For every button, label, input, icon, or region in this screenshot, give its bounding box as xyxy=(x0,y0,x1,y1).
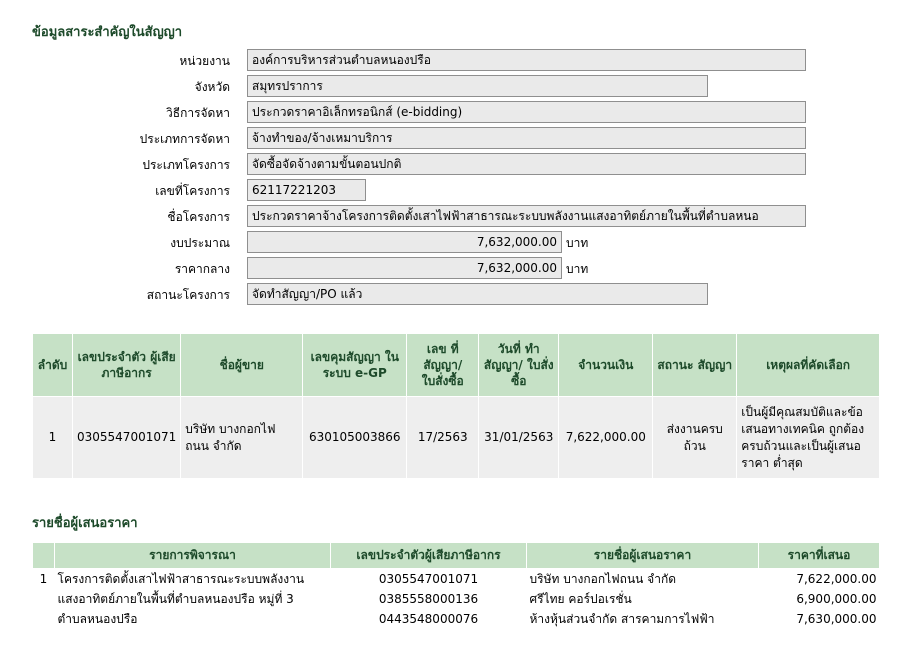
col-header-tax-id: เลขประจำตัว ผู้เสียภาษีอากร xyxy=(73,334,181,397)
cell-item-no: 1 xyxy=(33,569,55,630)
section-title-contract-info: ข้อมูลสาระสำคัญในสัญญา xyxy=(32,25,183,40)
project-name-value: ประกวดราคาจ้างโครงการติดตั้งเสาไฟฟ้าสาธารณะระบบพลังงานแสงอาทิตย์ภายในพื้นที่ตำบลหนอ xyxy=(247,205,806,227)
field-procurement-method xyxy=(0,101,909,123)
field-label: ราคากลาง xyxy=(174,262,230,276)
cell-amount: 7,622,000.00 xyxy=(559,397,653,479)
bidder-tax-id: 0305547001071 xyxy=(378,572,479,586)
procurement-type-value: จ้างทำของ/จ้างเหมาบริการ xyxy=(247,127,806,149)
bidder-tax-id: 0443548000076 xyxy=(378,612,479,626)
col-header-item: รายการพิจารณา xyxy=(55,543,331,569)
col-header-no: ลำดับ xyxy=(33,334,73,397)
award-table-header xyxy=(33,334,880,397)
field-label: ประเภทการจัดหา xyxy=(139,132,230,146)
budget-value: 7,632,000.00 xyxy=(247,231,562,253)
project-status-value: จัดทำสัญญา/PO แล้ว xyxy=(247,283,708,305)
award-table xyxy=(32,333,880,479)
col-header-contract-control: เลขคุมสัญญา ในระบบ e-GP xyxy=(303,334,407,397)
col-header-bidder-tax-id: เลขประจำตัวผู้เสียภาษีอากร xyxy=(331,543,527,569)
field-label: สถานะโครงการ xyxy=(146,288,230,302)
table-row xyxy=(33,397,880,479)
reference-price-value: 7,632,000.00 xyxy=(247,257,562,279)
procurement-method-value: ประกวดราคาอิเล็กทรอนิกส์ (e-bidding) xyxy=(247,101,806,123)
cell-bidder-tax-ids xyxy=(331,569,527,630)
field-label: หน่วยงาน xyxy=(179,54,230,68)
province-value: สมุทรปราการ xyxy=(247,75,708,97)
field-reference-price xyxy=(0,257,909,279)
col-header-vendor: ชื่อผู้ขาย xyxy=(181,334,303,397)
cell-contract-no: 17/2563 xyxy=(407,397,479,479)
cell-vendor: บริษัท บางกอกไฟ ถนน จำกัด xyxy=(181,397,303,479)
bidder-name: ห้างหุ้นส่วนจำกัด สารคามการไฟฟ้า xyxy=(529,612,715,626)
field-budget xyxy=(0,231,909,253)
item-line: ตำบลหนองปรือ xyxy=(57,612,138,626)
project-number-value: 62117221203 xyxy=(247,179,366,201)
field-procurement-type xyxy=(0,127,909,149)
section-title-bidders: รายชื่อผู้เสนอราคา xyxy=(32,516,138,531)
agency-value: องค์การบริหารส่วนตำบลหนองปรือ xyxy=(247,49,806,71)
col-header-contract-date: วันที่ ทำสัญญา/ ใบสั่งซื้อ xyxy=(479,334,559,397)
item-line: แสงอาทิตย์ภายในพื้นที่ตำบลหนองปรือ หมู่ที่ 3 xyxy=(57,592,294,606)
reference-price-unit: บาท xyxy=(566,262,589,276)
bidder-name: บริษัท บางกอกไฟถนน จำกัด xyxy=(529,572,676,586)
field-project-status xyxy=(0,283,909,305)
cell-contract-status: ส่งงานครบ ถ้วน xyxy=(653,397,737,479)
field-label: งบประมาณ xyxy=(170,236,230,250)
cell-contract-date: 31/01/2563 xyxy=(479,397,559,479)
field-project-type xyxy=(0,153,909,175)
cell-item-description xyxy=(55,569,331,630)
budget-unit: บาท xyxy=(566,236,589,250)
col-header-contract-no: เลข ที่สัญญา/ ใบสั่งซื้อ xyxy=(407,334,479,397)
table-row xyxy=(33,569,880,630)
cell-contract-control: 630105003866 xyxy=(303,397,407,479)
field-project-number xyxy=(0,179,909,201)
bidder-table xyxy=(32,542,880,629)
col-header-amount: จำนวนเงิน xyxy=(559,334,653,397)
field-label: ประเภทโครงการ xyxy=(142,158,230,172)
col-header-bidder-name: รายชื่อผู้เสนอราคา xyxy=(527,543,759,569)
cell-no: 1 xyxy=(33,397,73,479)
col-header-contract-status: สถานะ สัญญา xyxy=(653,334,737,397)
cell-tax-id: 0305547001071 xyxy=(73,397,181,479)
cell-reason: เป็นผู้มีคุณสมบัติและข้อ เสนอทางเทคนิค ถูกต้อง ครบถ้วนและเป็นผู้เสนอ ราคา ต่ำสุด xyxy=(737,397,880,479)
field-label: ชื่อโครงการ xyxy=(167,210,230,224)
offer-price: 7,622,000.00 xyxy=(796,572,877,586)
field-project-name xyxy=(0,205,909,227)
cell-offer-prices xyxy=(759,569,880,630)
col-header-reason: เหตุผลที่คัดเลือก xyxy=(737,334,880,397)
field-label: จังหวัด xyxy=(194,80,230,94)
col-header-offer-price: ราคาที่เสนอ xyxy=(759,543,880,569)
field-agency xyxy=(0,49,909,71)
offer-price: 6,900,000.00 xyxy=(796,592,877,606)
field-label: เลขที่โครงการ xyxy=(155,184,230,198)
field-label: วิธีการจัดหา xyxy=(166,106,230,120)
bidder-tax-id: 0385558000136 xyxy=(378,592,479,606)
project-type-value: จัดซื้อจัดจ้างตามขั้นตอนปกติ xyxy=(247,153,806,175)
cell-bidder-names xyxy=(527,569,759,630)
offer-price: 7,630,000.00 xyxy=(796,612,877,626)
field-province xyxy=(0,75,909,97)
bidder-table-header xyxy=(33,543,880,569)
item-line: โครงการติดตั้งเสาไฟฟ้าสาธารณะระบบพลังงาน xyxy=(57,572,305,586)
col-header-index xyxy=(33,543,55,569)
bidder-name: ศรีไทย คอร์ปอเรชั่น xyxy=(529,592,632,606)
